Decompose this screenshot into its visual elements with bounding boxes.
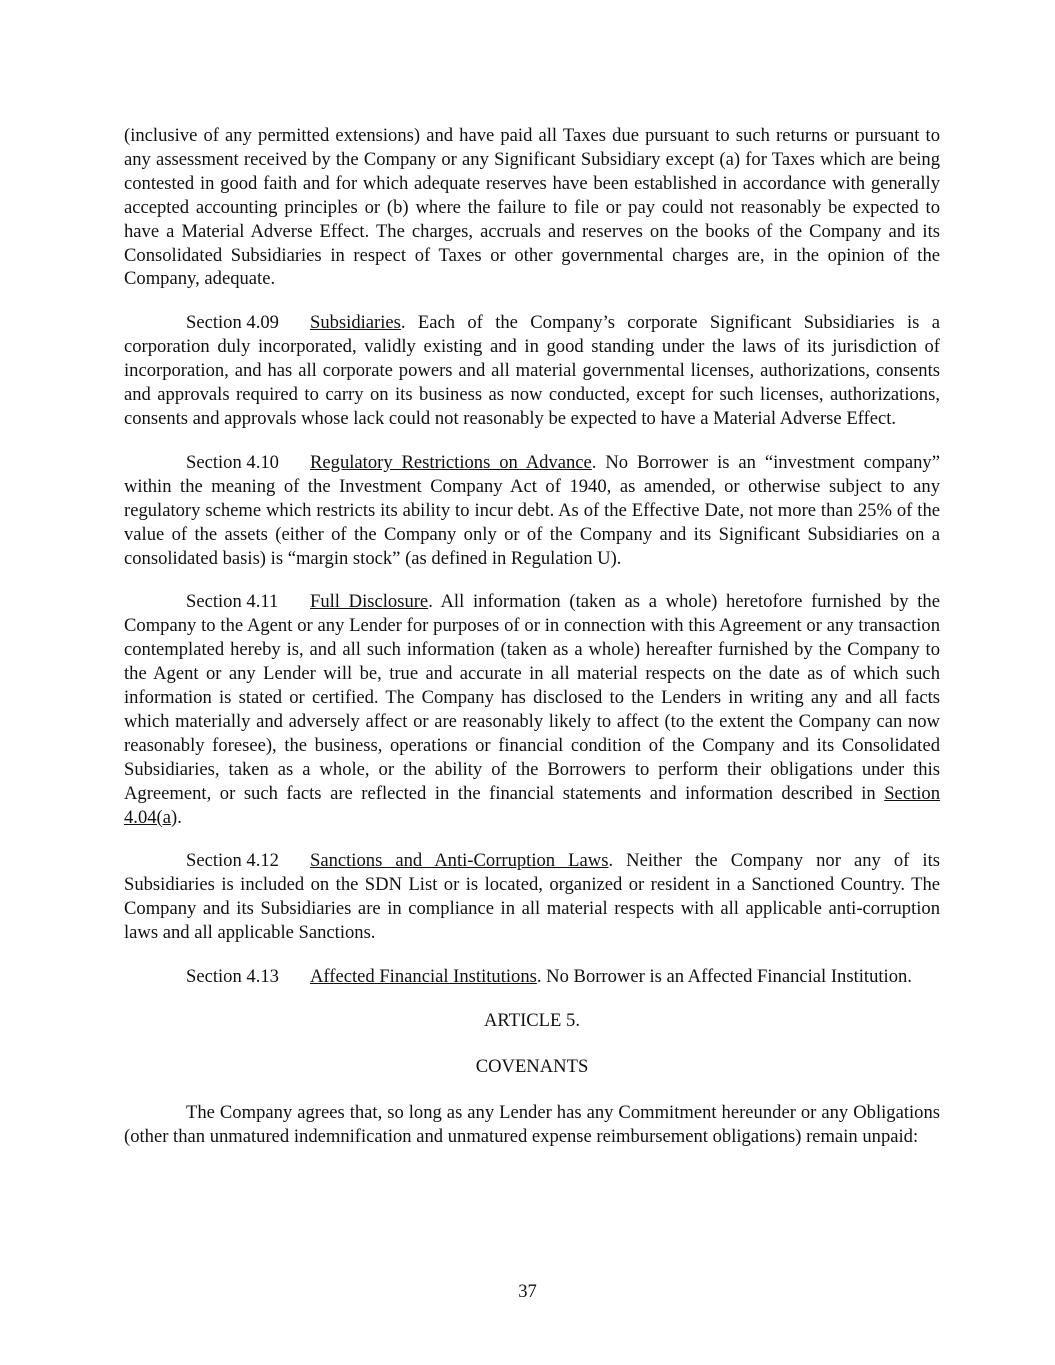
section-title: Subsidiaries	[310, 312, 401, 334]
section-title: Affected Financial Institutions	[310, 966, 537, 988]
section-body-tail: .	[177, 806, 182, 828]
section-4-09	[124, 311, 940, 431]
section-title: Full Disclosure	[310, 591, 429, 613]
section-title: Sanctions and Anti-Corruption Laws	[310, 850, 609, 872]
section-body: . No Borrower is an “investment company” within the meaning of the Investment Company Act of 1940, as amended, or otherwise subject to any regulatory scheme which restricts its ability to incur debt. As of the Effective Date, not more than 25% of the value of the assets (either of the Company only or of the Company and its Significant Subsidiaries on a consolidated basis) is “margin stock” (as defined in Regulation U).	[124, 451, 940, 569]
section-number: Section 4.13	[186, 966, 279, 988]
section-number: Section 4.12	[186, 850, 279, 872]
section-title: Regulatory Restrictions on Advance	[310, 451, 592, 473]
section-4-12	[124, 849, 940, 945]
section-4-10	[124, 451, 940, 571]
continuation-paragraph: (inclusive of any permitted extensions) and have paid all Taxes due pursuant to such returns or pursuant to any assessment received by the Company or any Significant Subsidiary except (a) for Taxes which are being contested in good faith and for which adequate reserves have been established in accordance with generally accepted accounting principles or (b) where the failure to file or pay could not reasonably be expected to have a Material Adverse Effect. The charges, accruals and reserves on the books of the Company and its Consolidated Subsidiaries in respect of Taxes or other governmental charges are, in the opinion of the Company, adequate.	[124, 125, 940, 290]
cross-reference-link[interactable]: Section 4.04(a)	[124, 782, 940, 828]
section-body: . All information (taken as a whole) heretofore furnished by the Company to the Agent or any Lender for purposes of or in connection with this Agreement or any transaction contemplated hereby is, and all such information (taken as a whole) hereafter furnished by the Company to the Agent or any Lender will be, true and accurate in all material respects on the date as of which such information is stated or certified. The Company has disclosed to the Lenders in writing any and all facts which materially and adversely affect or are reasonably likely to affect (to the extent the Company can now reasonably foresee), the business, operations or financial condition of the Company and its Consolidated Subsidiaries, taken as a whole, or the ability of the Borrowers to perform their obligations under this Agreement, or such facts are reflected in the financial statements and information described in	[124, 591, 940, 804]
section-body: . Each of the Company’s corporate Significant Subsidiaries is a corporation duly incorporated, validly existing and in good standing under the laws of its jurisdiction of incorporation, and has all corporate powers and all material governmental licenses, authorizations, consents and approvals required to carry on its business as now conducted, except for such licenses, authorizations, consents and approvals whose lack could not reasonably be expected to have a Material Adverse Effect.	[124, 312, 940, 429]
section-number: Section 4.09	[186, 312, 279, 334]
section-number: Section 4.11	[186, 591, 279, 613]
article-number: ARTICLE 5.	[484, 1010, 580, 1031]
page-number: 37	[518, 1281, 537, 1302]
section-4-11	[124, 590, 940, 829]
document-page	[124, 124, 940, 1149]
section-number: Section 4.10	[186, 451, 279, 473]
article-title: COVENANTS	[475, 1055, 589, 1077]
section-body: . No Borrower is an Affected Financial Institution.	[536, 966, 912, 988]
section-4-13	[124, 965, 940, 989]
article-intro-paragraph: The Company agrees that, so long as any Lender has any Commitment hereunder or any Obligations (other than unmatured indemnification and unmatured expense reimbursement obligations) remain unpaid:	[124, 1101, 940, 1147]
section-body: . Neither the Company nor any of its Subsidiaries is included on the SDN List or is located, organized or resident in a Sanctioned Country. The Company and its Subsidiaries are in compliance in all material respects with all applicable anti-corruption laws and all applicable Sanctions.	[124, 850, 940, 944]
